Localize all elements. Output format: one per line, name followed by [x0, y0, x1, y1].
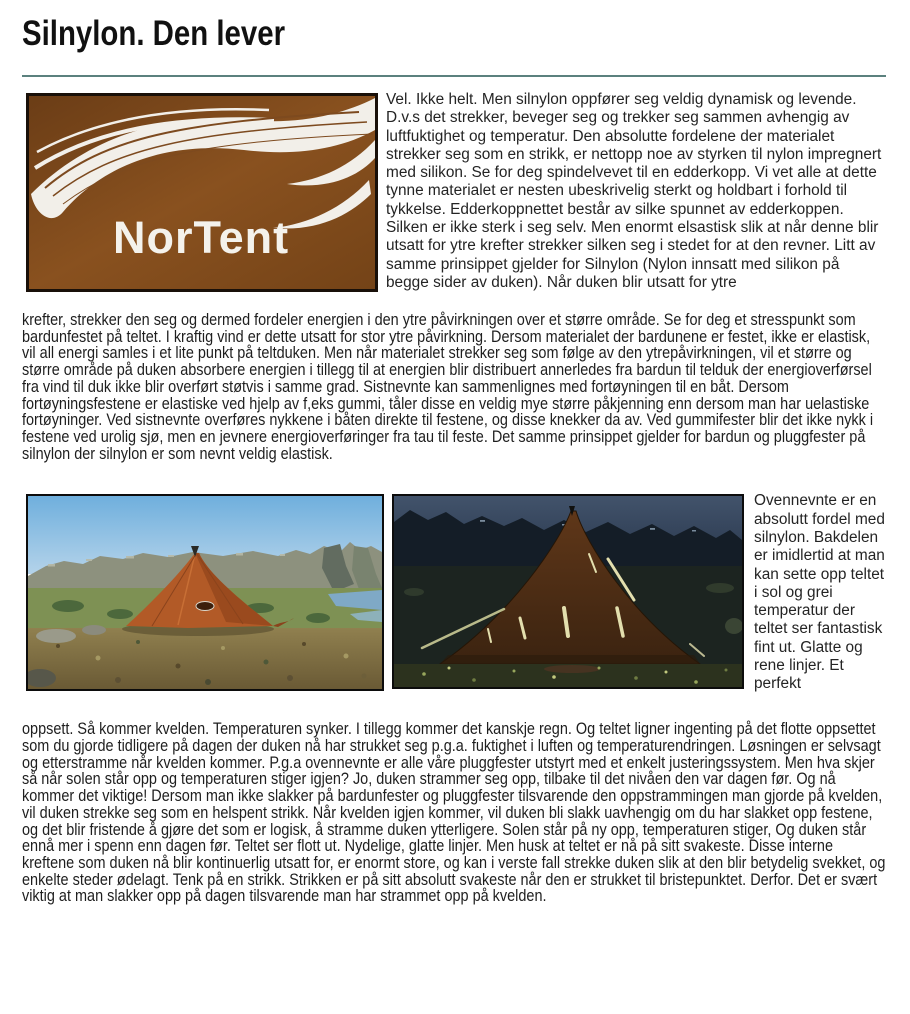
tent-photo-day — [26, 494, 384, 691]
ember-glow — [544, 665, 600, 673]
logo-brand-text: NorTent — [113, 212, 290, 263]
rock-2 — [82, 625, 106, 635]
nortent-logo-graphic — [29, 96, 375, 289]
intro-section — [22, 91, 886, 462]
heath-foreground — [28, 628, 382, 689]
paragraph-intro: Vel. Ikke helt. Men silnylon oppfører seg veldig dynamisk og levende. D.v.s det strekker, beveger seg og trekker seg sammen avhengig av luftfuktighet og temperatur. Den absolutte fordelene der materialet strekker seg som en strikk, er nettopp noe av styrken til nylon impregnert med silikon. Se for deg spindelvevet til en edderkopp. Vi vet alle at dette tynne materialet er nesten ubeskrivelig sterkt og holdbart i forhold til tykkelse. Edderkoppnettet består av silke spunnet av edderkoppen. Silken er ikke sterk i seg selv. Men enormt elsastisk slik at når denne blir utsatt for ytre krefter strekker silken seg i stedet for at den revner. Litt av samme prinsippet gjelder for Silnylon (Nylon innsatt med silikon på begge sider av duken). Når duken blir utsatt for ytre — [386, 91, 882, 291]
paragraph-advantages-continued: oppsett. Så kommer kvelden. Temperaturen synker. I tillegg kommer det kanskje regn. Og teltet ligner ingenting på det flotte oppsettet som du gjorde tidligere på dagen der duken nå har strukket seg p.g.a. fuktighet i luften og temperaturendringen. Løsningen er selvsagt og etterstramme når kvelden kommer. P.g.a ovennevnte er alle våre pluggfester utstyrt med et enkelt justeringssystem. Men hva skjer så når solen står opp og temperaturen stiger igjen? Jo, duken strammer seg opp, tilbake til det nivåen den var dagen før. Og nå kommer det viktige! Dersom man ikke slakker på bardunfester og pluggfester tilsvarende den oppstrammingen man gjorde på kvelden, vil duken strekke seg som en helspent strikk. Når kvelden igjen kommer, vil duken bli slakk uavhengig om du har slakket opp festene, og det blir fristende å gjøre det som er logisk, å stramme duken ytterligere. Solen står på ny opp, temperaturen stiger, Og duken står ennå mer i spenn enn dagen før. Teltet ser flott ut. Nydelige, glatte linjer. Men husk at teltet er nå på sitt svakeste. Disse interne kreftene som duken nå blir kontinuerlig utsatt for, er enormt store, og kan i verste fall strekke duken slik at den blir betydelig svekket, og enkelte steder ødelagt. Tenk på en strikk. Strikken er på sitt absolutt svakeste når den er strukket til bristepunktet. Derfor. Det er svært viktig at man slakker opp på dagen tilsvarende man har strammet opp på kvelden. — [22, 719, 886, 906]
tent-photo-day-graphic — [28, 496, 382, 689]
nortent-logo-image — [26, 93, 378, 292]
paragraph-advantages: Ovennevnte er en absolutt fordel med silnylon. Bakdelen er imidlertid at man kan sette opp teltet i sol og grei temperatur der teltet ser fantastisk fint ut. Glatte og rene linjer. Et perfekt — [754, 492, 885, 693]
tent-photo-dusk-graphic — [394, 496, 742, 687]
rock — [36, 629, 76, 643]
tent-photo-dusk — [392, 494, 744, 689]
page-title-text: Silnylon. Den lever — [22, 14, 286, 53]
tent-vent — [196, 602, 214, 611]
article-page — [0, 14, 910, 905]
paragraph-intro-continued: krefter, strekker den seg og dermed fordeler energien i den ytre påvirkningen over et større område. Se for deg et stresspunkt som bardunfestet på teltet. I kraftig vind er dette utsatt for stor ytre påvirkning. Dersom materialet der bardunene er festet, ikke er elastisk, vil all energi samles i et lite punkt på teltduken. Men når materialet strekker seg som følge av den ytrepåvirkningen, vil et større og større område på duken absorbere energien i tillegg til at energien blir distribuert annerledes fra bardun til telduk der energioverførsel fra vind til duk ikke blir overført støtvis i samme grad. Sistnevnte kan sammenlignes med fortøyningen til en båt. Dersom fortøyningsfestene er elastiske ved hjelp av f,eks gummi, tåler disse en veldig mye større påkjenning enn dersom man har uelastiske fortøyninger. Ved sistnevnte overføres nykkene i båten direkte til festene, og disse knekker da av. Ved gummifester blir det ikke nykk i festene ved urolig sjø, men en jevnere energioverføringer fra tau til feste. Det samme prinsippet gjelder for bardun og pluggfester på silnylon der silnylon er som nevnt veldig elastisk. — [22, 310, 874, 463]
photos-section — [22, 492, 886, 905]
faint-rock — [706, 583, 734, 593]
page-title — [22, 14, 886, 54]
divider-rule — [22, 75, 886, 77]
faint-rock-2 — [404, 588, 424, 596]
